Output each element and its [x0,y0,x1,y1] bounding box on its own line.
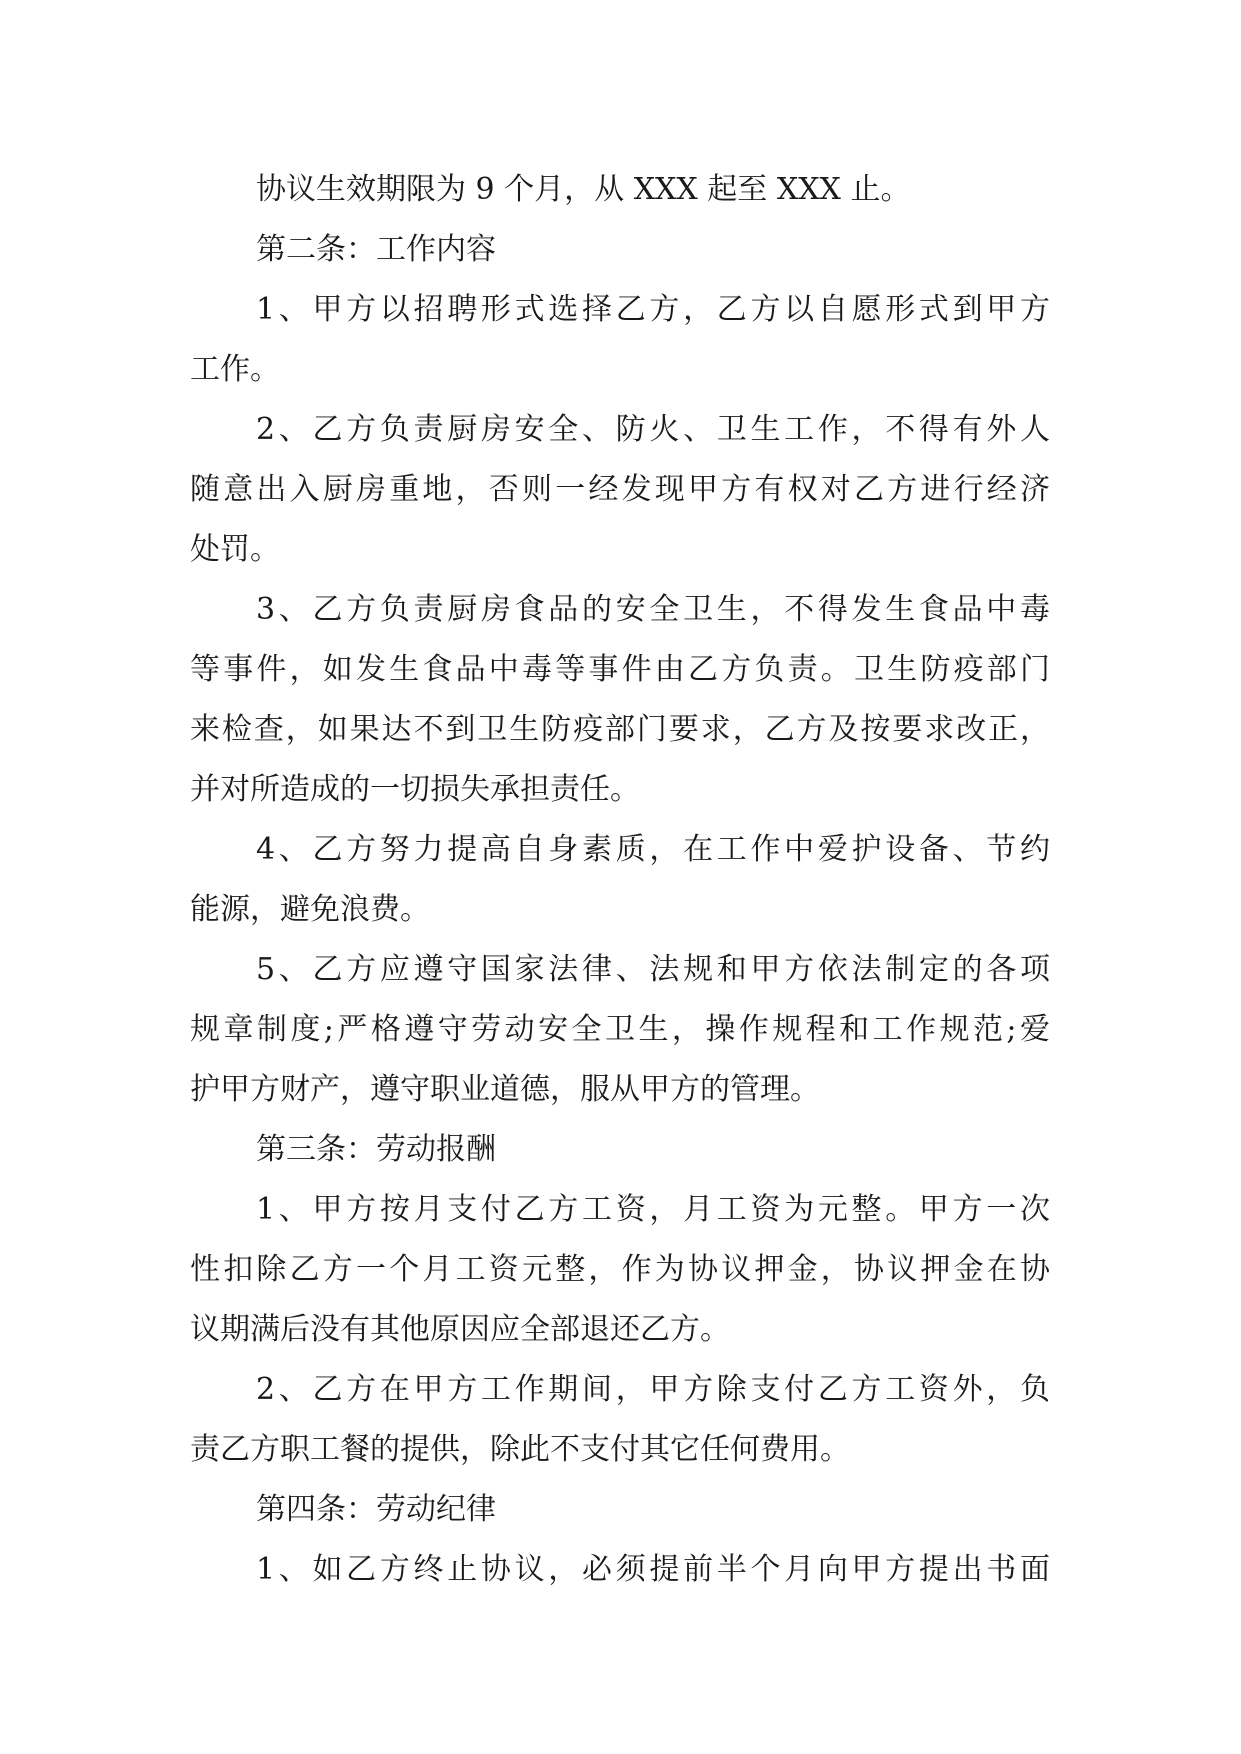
text-line: 1、甲方按月支付乙方工资，月工资为元整。甲方一次 [256,1192,1050,1227]
text-line: 能源，避免浪费。 [190,892,430,927]
section-heading: 第四条：劳动纪律 [256,1492,496,1527]
text-line: 责乙方职工餐的提供，除此不支付其它任何费用。 [190,1432,850,1467]
text-line: 性扣除乙方一个月工资元整，作为协议押金，协议押金在协 [190,1252,1050,1287]
text-line: 等事件，如发生食品中毒等事件由乙方负责。卫生防疫部门 [190,652,1050,687]
text-line: 并对所造成的一切损失承担责任。 [190,772,640,807]
text-line: 来检查，如果达不到卫生防疫部门要求，乙方及按要求改正， [190,712,1050,747]
section-heading: 第二条：工作内容 [256,232,496,267]
document-body [190,160,1050,1600]
text-line: 4、乙方努力提高自身素质，在工作中爱护设备、节约 [256,832,1050,867]
text-line: 议期满后没有其他原因应全部退还乙方。 [190,1312,730,1347]
section-heading: 第三条：劳动报酬 [256,1132,496,1167]
text-line: 2、乙方在甲方工作期间，甲方除支付乙方工资外，负 [256,1372,1050,1407]
text-line: 2、乙方负责厨房安全、防火、卫生工作，不得有外人 [256,412,1050,447]
text-line: 3、乙方负责厨房食品的安全卫生，不得发生食品中毒 [256,592,1050,627]
text-line: 协议生效期限为 9 个月，从 XXX 起至 XXX 止。 [256,172,911,207]
text-line: 1、如乙方终止协议，必须提前半个月向甲方提出书面 [256,1552,1050,1587]
text-line: 随意出入厨房重地，否则一经发现甲方有权对乙方进行经济 [190,472,1050,507]
text-line: 工作。 [190,352,280,387]
text-line: 1、甲方以招聘形式选择乙方，乙方以自愿形式到甲方 [256,292,1050,327]
text-line: 护甲方财产，遵守职业道德，服从甲方的管理。 [190,1072,820,1107]
text-line: 处罚。 [190,532,280,567]
text-line: 规章制度;严格遵守劳动安全卫生，操作规程和工作规范;爱 [190,1012,1050,1047]
text-line: 5、乙方应遵守国家法律、法规和甲方依法制定的各项 [256,952,1050,987]
